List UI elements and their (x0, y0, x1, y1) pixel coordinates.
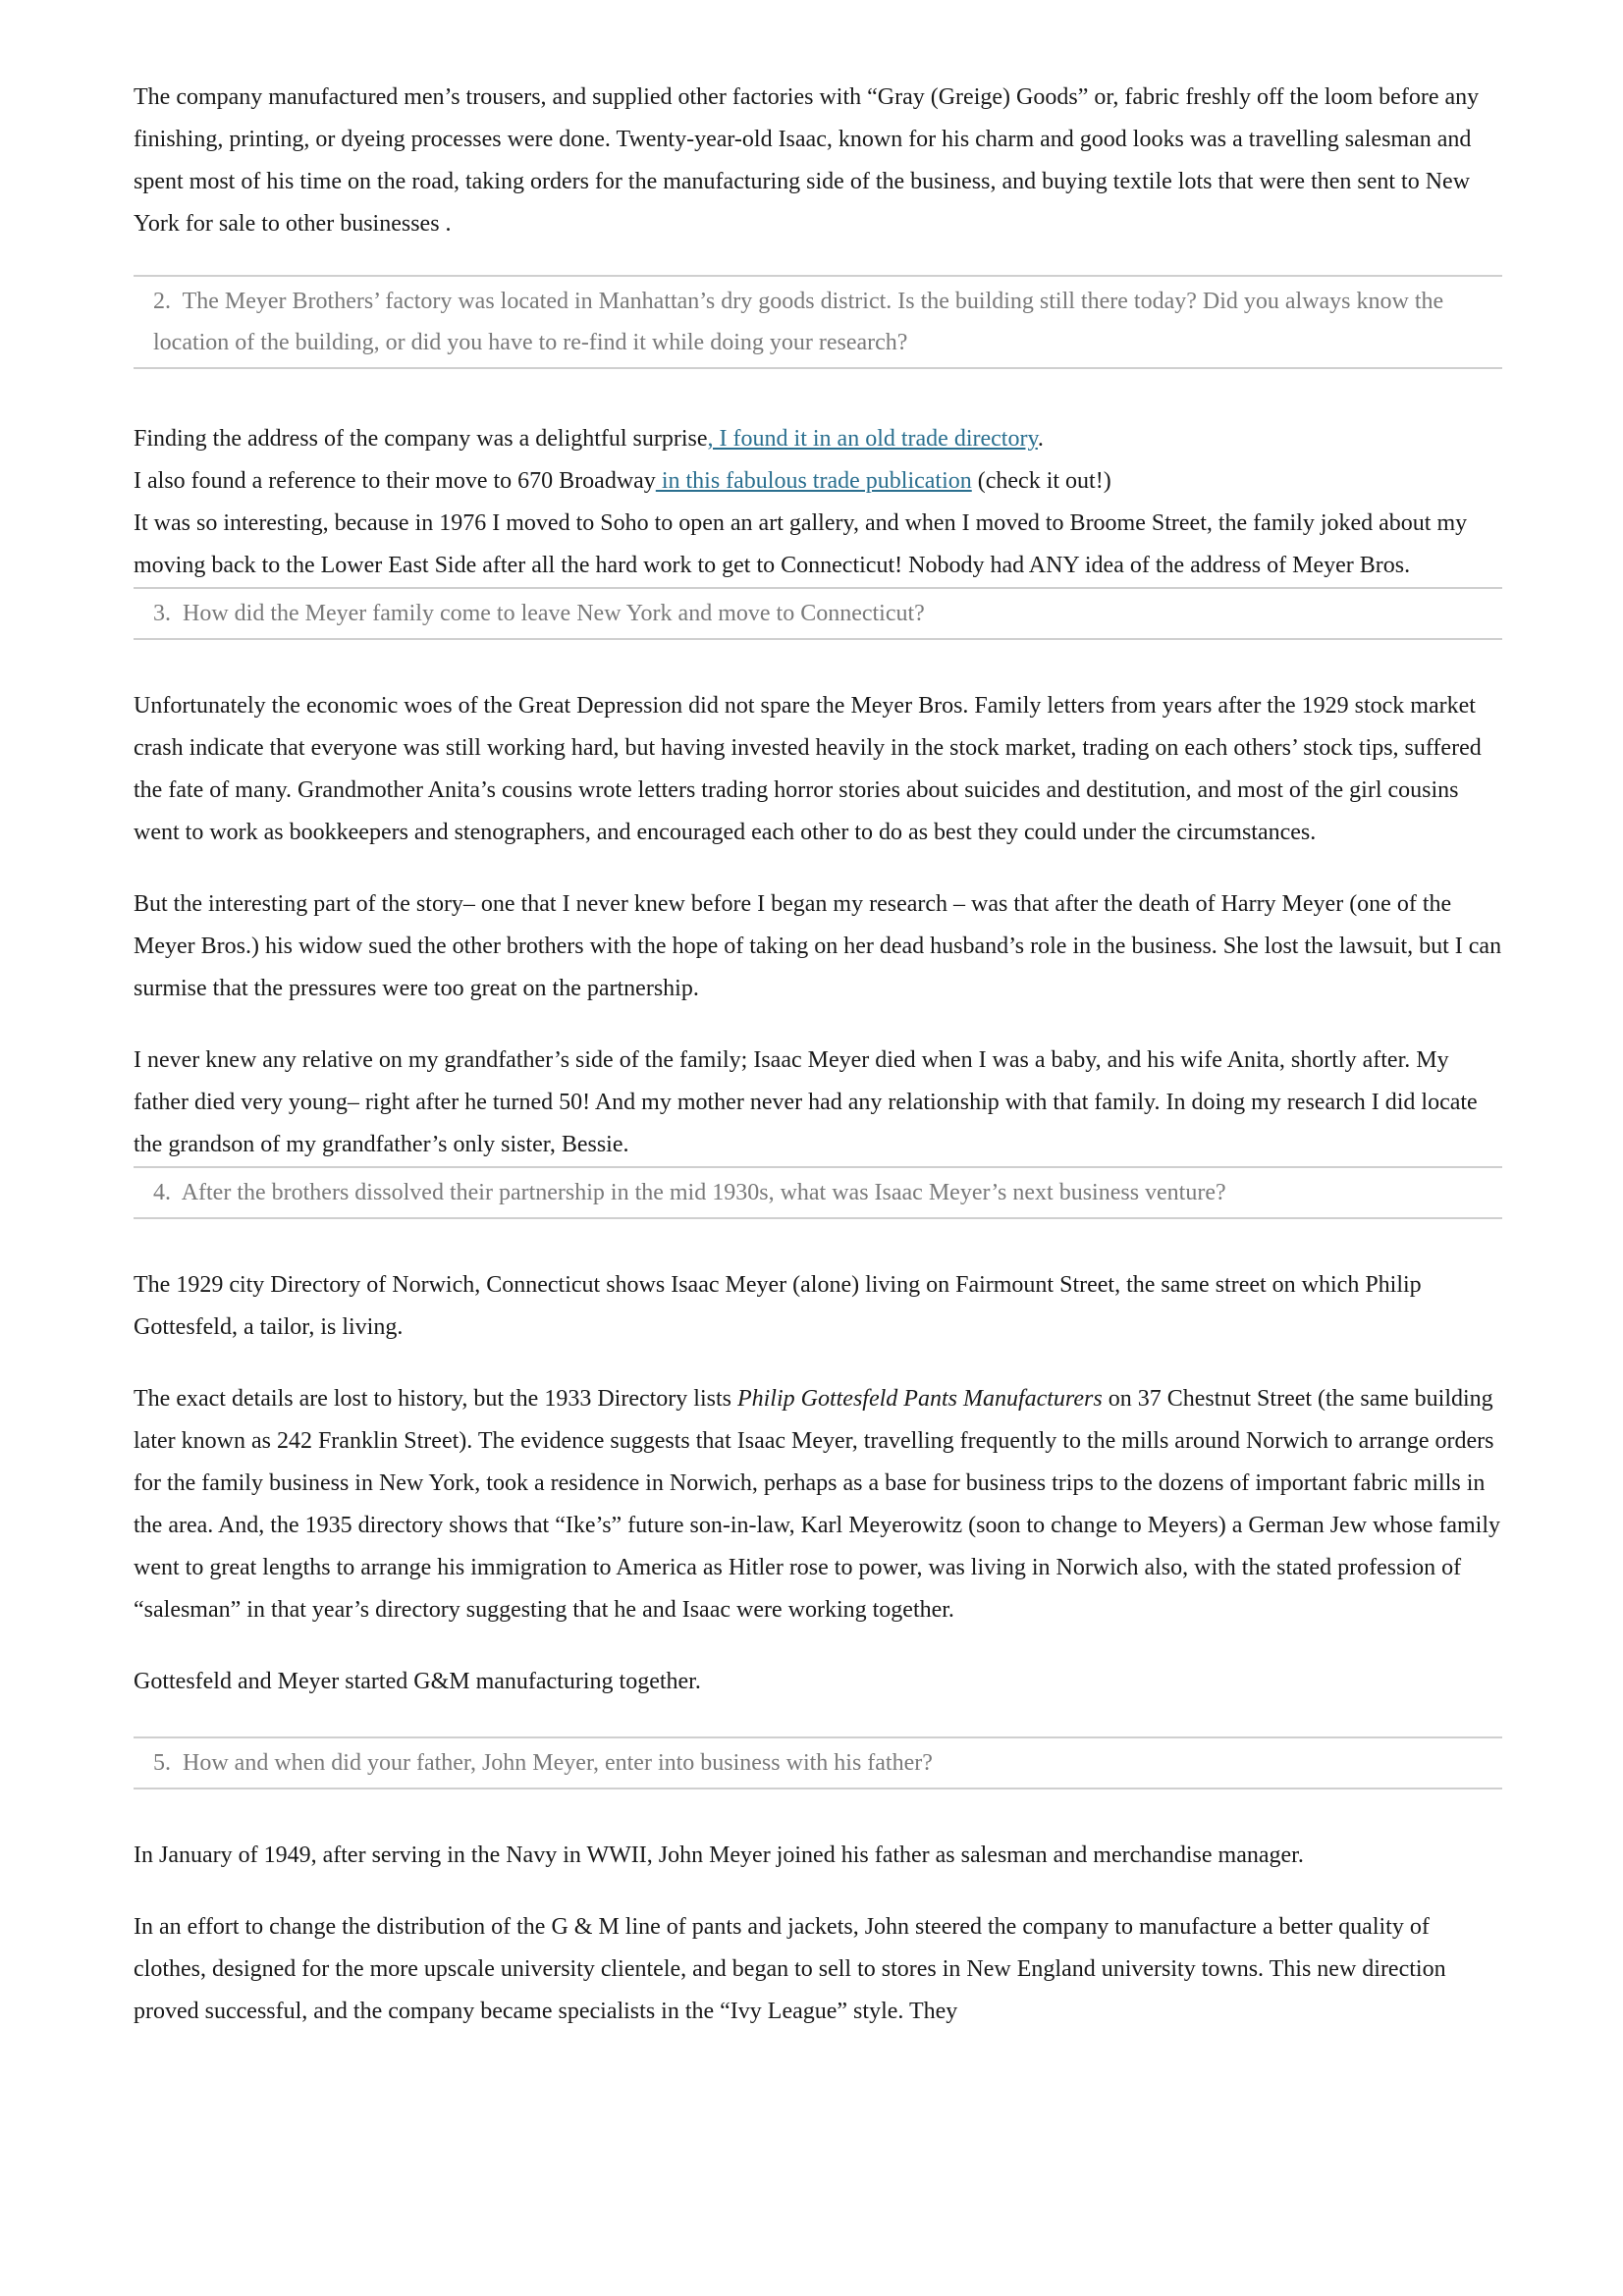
answer-3 (134, 685, 1502, 1166)
question-text: After the brothers dissolved their partnership in the mid 1930s, what was Isaac Meyer’s next business venture? (181, 1180, 1226, 1205)
trade-directory-link[interactable]: , I found it in an old trade directory (707, 426, 1038, 452)
question-number: 4. (153, 1180, 171, 1205)
question-5 (134, 1736, 1502, 1789)
answer-text: . (1037, 426, 1044, 452)
answer-text: (check it out!) (971, 468, 1111, 494)
answer-paragraph: But the interesting part of the story– one that I never knew before I began my research – was that after the death of Harry Meyer (one of the Meyer Bros.) his widow sued the other brothers with the hope of taking on her dead husband’s role in the business. She lost the lawsuit, but I can surmise that the pressures were too great on the partnership. (134, 891, 1502, 1001)
answer-2 (134, 418, 1502, 587)
answer-text: on 37 Chestnut Street (the same building later known as 242 Franklin Street). The evidence suggests that Isaac Meyer, travelling frequently to the mills around Norwich to arrange orders for the family business in New York, took a residence in Norwich, perhaps as a base for business trips to the dozens of important fabric mills in the area. And, the 1935 directory shows that “Ike’s” future son-in-law, Karl Meyerowitz (soon to change to Meyers) a German Jew whose family went to great lengths to arrange his immigration to America as Hitler rose to power, was living in Norwich also, with the stated profession of “salesman” in that year’s directory suggesting that he and Isaac were working together. (134, 1386, 1501, 1623)
question-text: How and when did your father, John Meyer, enter into business with his father? (183, 1750, 933, 1776)
question-text: The Meyer Brothers’ factory was located in Manhattan’s dry goods district. Is the building still there today? Did you always know the location of the building, or did you have to re-find it while doing your research? (153, 289, 1444, 355)
company-name: Philip Gottesfeld Pants Manufacturers (736, 1386, 1103, 1412)
question-4 (134, 1166, 1502, 1219)
answer-paragraph: Gottesfeld and Meyer started G&M manufacturing together. (134, 1669, 701, 1694)
answer-paragraph: In January of 1949, after serving in the Navy in WWII, John Meyer joined his father as salesman and merchandise manager. (134, 1842, 1304, 1868)
question-number: 2. (153, 289, 171, 314)
answer-paragraph: The 1929 city Directory of Norwich, Connecticut shows Isaac Meyer (alone) living on Fairmount Street, the same street on which Philip Gottesfeld, a tailor, is living. (134, 1272, 1422, 1340)
answer-text: The exact details are lost to history, but the 1933 Directory lists (134, 1386, 737, 1412)
question-number: 3. (153, 601, 171, 626)
answer-paragraph: I never knew any relative on my grandfather’s side of the family; Isaac Meyer died when I was a baby, and his wife Anita, shortly after. My father died very young– right after he turned 50! And my mother never had any relationship with that family. In doing my research I did locate the grandson of my grandfather’s only sister, Bessie. (134, 1047, 1478, 1157)
question-number: 5. (153, 1750, 171, 1776)
answer-paragraph (134, 1378, 1502, 1631)
intro-paragraph: The company manufactured men’s trousers, and supplied other factories with “Gray (Greige) Goods” or, fabric freshly off the loom before any finishing, printing, or dyeing processes were done. Twenty-year-old Isaac, known for his charm and good looks was a travelling salesman and spent most of his time on the road, taking orders for the manufacturing side of the business, and buying textile lots that were then sent to New York for sale to other businesses . (134, 84, 1480, 237)
question-2 (134, 275, 1502, 369)
answer-5 (134, 1835, 1502, 2033)
answer-text: I also found a reference to their move to 670 Broadway (134, 468, 656, 494)
trade-publication-link[interactable]: in this fabulous trade publication (655, 468, 972, 494)
answer-4 (134, 1264, 1502, 1703)
answer-paragraph: Unfortunately the economic woes of the Great Depression did not spare the Meyer Bros. Family letters from years after the 1929 stock market crash indicate that everyone was still working hard, but having invested heavily in the stock market, trading on each others’ stock tips, suffered the fate of many. Grandmother Anita’s cousins wrote letters trading horror stories about suicides and destitution, and most of the girl cousins went to work as bookkeepers and stenographers, and encouraged each other to do as best they could under the circumstances. (134, 693, 1482, 845)
question-3 (134, 587, 1502, 640)
answer-paragraph: In an effort to change the distribution of the G & M line of pants and jackets, John steered the company to manufacture a better quality of clothes, designed for the more upscale university clientele, and began to sell to stores in New England university towns. This new direction proved successful, and the company became specialists in the “Ivy League” style. They (134, 1914, 1446, 2024)
answer-text: Finding the address of the company was a delightful surprise (134, 426, 708, 452)
answer-paragraph: It was so interesting, because in 1976 I moved to Soho to open an art gallery, and when I moved to Broome Street, the family joked about my moving back to the Lower East Side after all the hard work to get to Connecticut! Nobody had ANY idea of the address of Meyer Bros. (134, 510, 1468, 578)
answer-line (134, 418, 1502, 460)
answer-line (134, 460, 1502, 503)
article-body (134, 77, 1502, 2033)
question-text: How did the Meyer family come to leave New York and move to Connecticut? (183, 601, 925, 626)
